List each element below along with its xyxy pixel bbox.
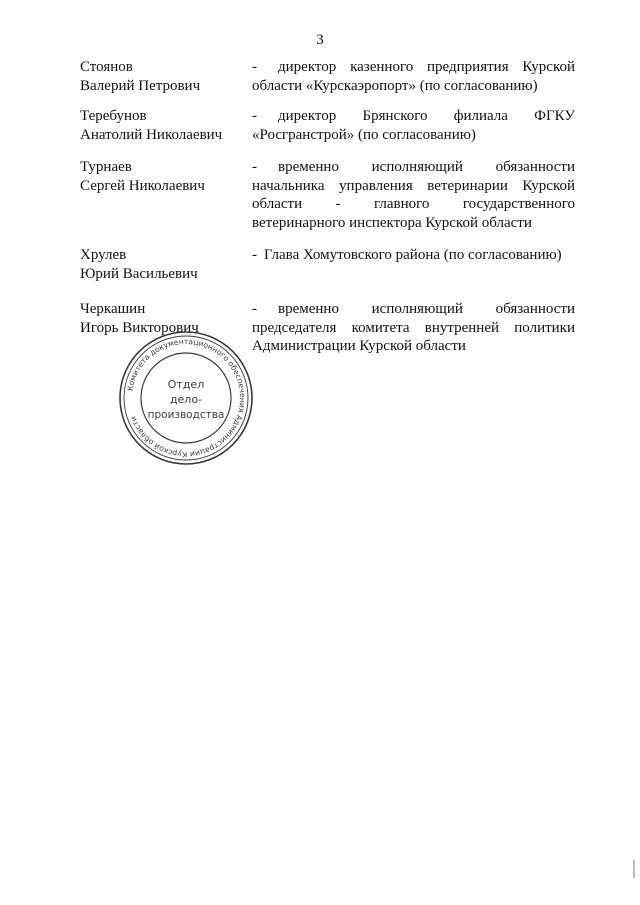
member-position: директор казенного предприятия Курской области «Курскаэропорт» (по согласованию) [252,59,575,94]
member-name [80,158,252,195]
member-surname: Турнаев [80,159,132,175]
stamp-ring-text: Комитета документационного обеспечения Администрации Курской области [125,336,248,460]
member-given-name: Игорь Викторович [80,319,199,336]
member-given-name: Юрий Васильевич [80,265,198,282]
stamp-center-line: дело- [169,393,203,406]
member-entry [80,246,575,283]
member-entry [80,58,575,95]
member-name [80,246,252,283]
stamp-center-line: Отдел [167,378,205,391]
member-entry [80,158,575,232]
office-stamp [118,330,254,466]
member-position: временно исполняющий обязанности начальника управления ветеринарии Курской области - главного государственного ветеринарного инспектора Курской области [252,159,575,231]
member-surname: Черкашин [80,301,146,317]
member-given-name: Сергей Николаевич [80,177,205,194]
dash: - [252,159,257,175]
dash: - [252,108,257,124]
member-entry [80,107,575,144]
member-name [80,58,252,95]
member-description [252,246,575,265]
member-surname: Теребунов [80,108,147,124]
member-description [252,58,575,95]
dash: - [252,301,257,317]
member-surname: Хрулев [80,247,127,263]
dash: - [252,59,257,75]
member-position: Глава Хомутовского района (по согласованию) [264,247,562,263]
member-given-name: Валерий Петрович [80,77,201,94]
member-position: временно исполняющий обязанности председателя комитета внутренней политики Администрации Курской области [252,301,575,354]
member-given-name: Анатолий Николаевич [80,126,223,143]
member-description [252,107,575,144]
dash: - [252,247,257,263]
member-list [80,58,575,356]
stamp-seal [118,330,254,466]
member-position: директор Брянского филиала ФГКУ «Росгранстрой» (по согласованию) [252,108,575,143]
member-surname: Стоянов [80,59,133,75]
page-number: 3 [316,32,324,48]
member-description [252,300,575,356]
scan-artifact [633,860,635,878]
member-description [252,158,575,232]
member-name [80,107,252,144]
stamp-center-line: производства [147,409,225,421]
